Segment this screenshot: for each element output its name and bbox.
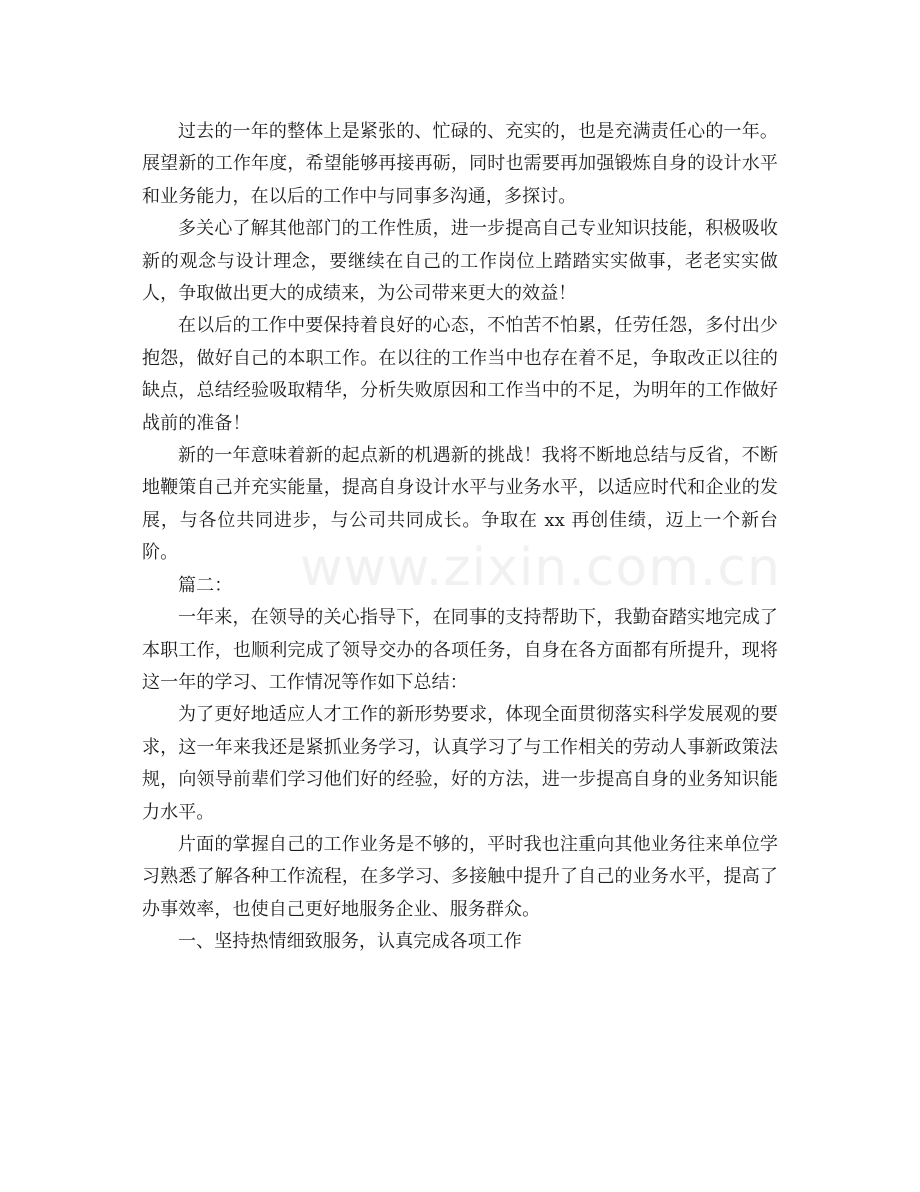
paragraph-2: 多关心了解其他部门的工作性质，进一步提高自己专业知识技能，积极吸收新的观念与设计理念，要继续在自己的工作岗位上踏踏实实做事，老老实实做人，争取做出更大的成绩来，为公司带来更大的效益！ xyxy=(142,218,778,305)
paragraph-3: 在以后的工作中要保持着良好的心态，不怕苦不怕累，任劳任怨，多付出少抱怨，做好自己的本职工作。在以往的工作当中也存在着不足，争取改正以往的缺点，总结经验吸取精华，分析失败原因和工作当中的不足，为明年的工作做好战前的准备！ xyxy=(142,315,778,434)
document-body xyxy=(142,116,778,959)
paragraph-5: 一年来，在领导的关心指导下，在同事的支持帮助下，我勤奋踏实地完成了本职工作，也顺利完成了领导交办的各项任务，自身在各方面都有所提升，现将这一年的学习、工作情况等作如下总结： xyxy=(142,607,778,693)
section-heading-part-two: 篇二： xyxy=(178,574,233,596)
watermark: www.zixin.com.cn xyxy=(300,538,781,598)
subsection-heading: 一、坚持热情细致服务，认真完成各项工作 xyxy=(178,931,522,953)
paragraph-4: 新的一年意味着新的起点新的机遇新的挑战！我将不断地总结与反省，不断地鞭策自己并充实能量，提高自身设计水平与业务水平，以适应时代和企业的发展，与各位共同进步，与公司共同成长。争取在 xx 再创佳绩，迈上一个新台阶。 xyxy=(142,445,778,564)
paragraph-1: 过去的一年的整体上是紧张的、忙碌的、充实的，也是充满责任心的一年。展望新的工作年度，希望能够再接再砺，同时也需要再加强锻炼自身的设计水平和业务能力，在以后的工作中与同事多沟通，多探讨。 xyxy=(142,121,778,207)
paragraph-6: 为了更好地适应人才工作的新形势要求，体现全面贯彻落实科学发展观的要求，这一年来我还是紧抓业务学习，认真学习了与工作相关的劳动人事新政策法规，向领导前辈们学习他们好的经验，好的方法，进一步提高自身的业务知识能力水平。 xyxy=(142,704,778,823)
paragraph-7: 片面的掌握自己的工作业务是不够的，平时我也注重向其他业务往来单位学习熟悉了解各种工作流程，在多学习、多接触中提升了自己的业务水平，提高了办事效率，也使自己更好地服务企业、服务群众。 xyxy=(142,833,778,920)
